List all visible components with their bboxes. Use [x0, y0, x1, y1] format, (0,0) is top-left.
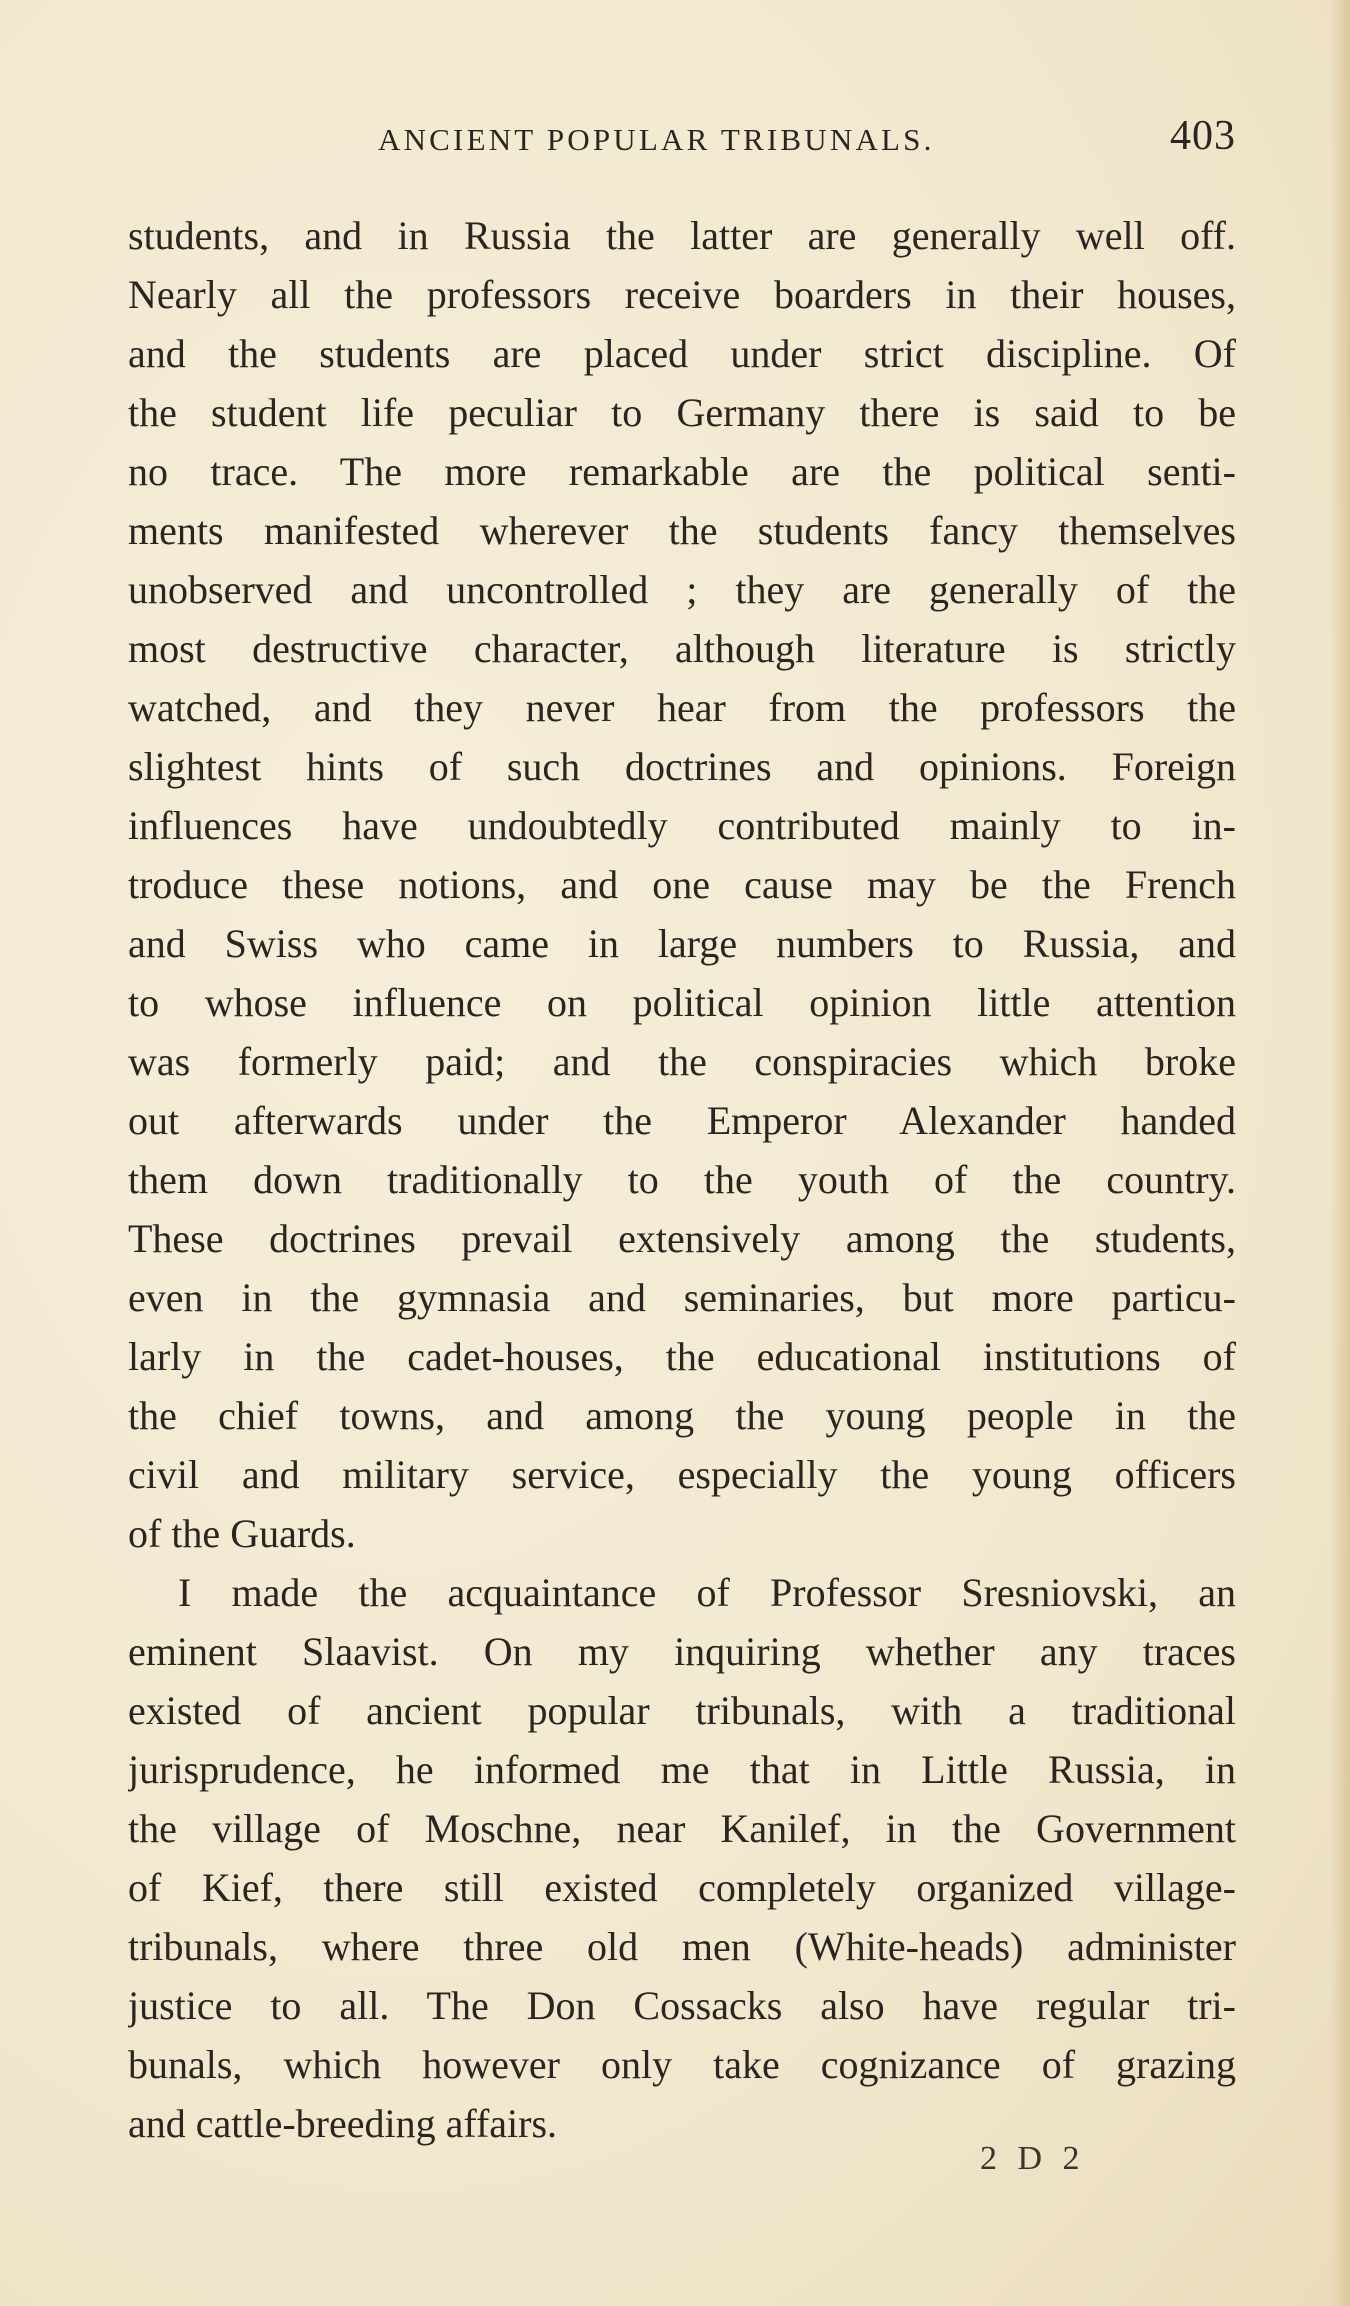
text-line: ments manifested wherever the students fancy themselves: [128, 508, 1236, 553]
text-line: existed of ancient popular tribunals, with a traditional: [128, 1688, 1236, 1733]
text-line: the village of Moschne, near Kanilef, in the Government: [128, 1806, 1236, 1851]
text-line: to whose influence on political opinion little attention: [128, 980, 1236, 1025]
signature-mark: 2 D 2: [980, 2140, 1086, 2177]
text-line: tribunals, where three old men (White-heads) administer: [128, 1924, 1236, 1969]
text-line: Nearly all the professors receive boarders in their houses,: [128, 272, 1236, 317]
text-line: was formerly paid; and the conspiracies which broke: [128, 1039, 1236, 1084]
paragraph-1: [128, 206, 1236, 1563]
running-head: [128, 112, 1236, 168]
text-line: watched, and they never hear from the professors the: [128, 685, 1236, 730]
text-line: civil and military service, especially the young officers: [128, 1452, 1236, 1497]
text-line: I made the acquaintance of Professor Sresniovski, an: [178, 1570, 1236, 1615]
text-line: and cattle-breeding affairs.: [128, 2101, 558, 2146]
text-line: no trace. The more remarkable are the political senti-: [128, 449, 1236, 494]
text-line: them down traditionally to the youth of the country.: [128, 1157, 1236, 1202]
text-line: influences have undoubtedly contributed mainly to in-: [128, 803, 1236, 848]
text-line: bunals, which however only take cognizance of grazing: [128, 2042, 1236, 2087]
text-line: the chief towns, and among the young people in the: [128, 1393, 1236, 1438]
text-line: of the Guards.: [128, 1511, 356, 1556]
text-line: and the students are placed under strict discipline. Of: [128, 331, 1236, 376]
body-text: [128, 206, 1236, 2153]
text-line: even in the gymnasia and seminaries, but more particu-: [128, 1275, 1236, 1320]
text-line: slightest hints of such doctrines and opinions. Foreign: [128, 744, 1236, 789]
text-line: jurisprudence, he informed me that in Little Russia, in: [128, 1747, 1236, 1792]
text-line: unobserved and uncontrolled ; they are generally of the: [128, 567, 1236, 612]
text-line: students, and in Russia the latter are generally well off.: [128, 213, 1236, 258]
text-line: eminent Slaavist. On my inquiring whether any traces: [128, 1629, 1236, 1674]
text-line: out afterwards under the Emperor Alexander handed: [128, 1098, 1236, 1143]
text-line: most destructive character, although literature is strictly: [128, 626, 1236, 671]
text-line: and Swiss who came in large numbers to Russia, and: [128, 921, 1236, 966]
page-number: 403: [1170, 113, 1236, 159]
text-line: These doctrines prevail extensively among the students,: [128, 1216, 1236, 1261]
text-line: the student life peculiar to Germany there is said to be: [128, 390, 1236, 435]
running-title: ANCIENT POPULAR TRIBUNALS.: [378, 122, 935, 157]
text-line: larly in the cadet-houses, the educational institutions of: [128, 1334, 1236, 1379]
paragraph-2: [128, 1563, 1236, 2153]
text-line: justice to all. The Don Cossacks also have regular tri-: [128, 1983, 1236, 2028]
text-line: troduce these notions, and one cause may be the French: [128, 862, 1236, 907]
text-line: of Kief, there still existed completely organized village-: [128, 1865, 1236, 1910]
